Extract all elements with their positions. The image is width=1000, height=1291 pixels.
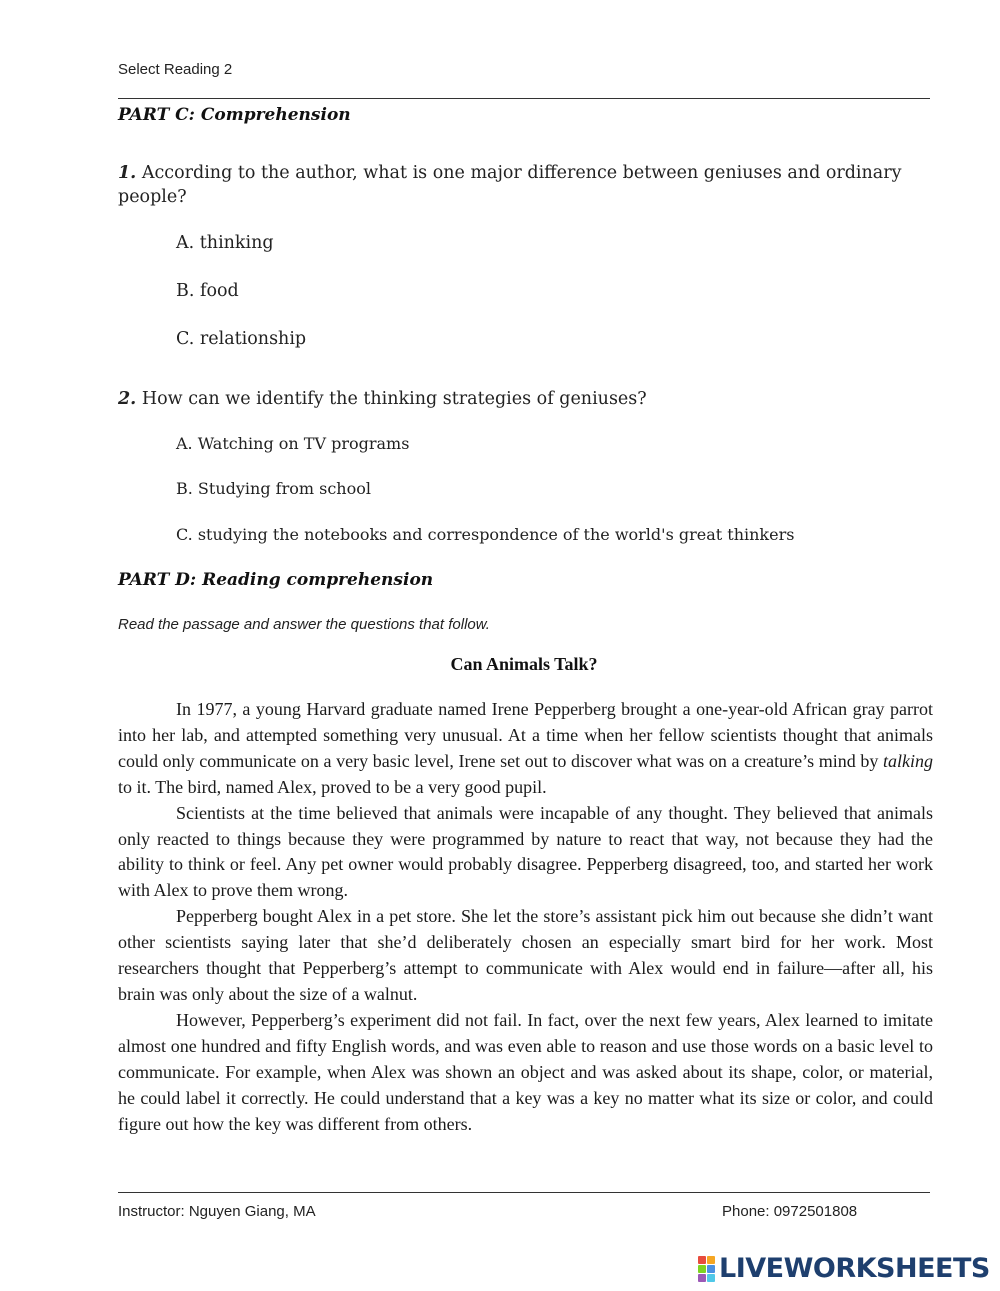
question-2-option-b[interactable]: B. Studying from school (176, 479, 371, 498)
paragraph-4: However, Pepperberg’s experiment did not fail. In fact, over the next few years, Alex learned to imitate almost one hundred and fifty English words, and was even able to reason and use those words on a basic level to communicate. For example, when Alex was shown an object and was asked about its shape, color, or material, he could label it correctly. He could understand that a key was a key no matter what its size or color, and could figure out how the key was different from others. (118, 1009, 933, 1134)
footer-divider (118, 1192, 930, 1193)
question-1-option-c[interactable]: C. relationship (176, 329, 307, 349)
paragraph-1 (118, 697, 933, 801)
logo-square (698, 1265, 706, 1273)
liveworksheets-logo[interactable] (698, 1254, 990, 1284)
question-text: According to the author, what is one major difference between geniuses and ordinary people? (118, 163, 902, 207)
question-number: 2. (118, 389, 137, 409)
question-2 (118, 387, 918, 411)
question-1 (118, 161, 918, 209)
instructor-info: Instructor: Nguyen Giang, MA (118, 1203, 316, 1220)
part-c-title: PART C: Comprehension (118, 105, 351, 125)
instruction-text: Read the passage and answer the questions that follow. (118, 616, 490, 633)
page-header: Select Reading 2 (118, 61, 233, 78)
question-2-option-a[interactable]: A. Watching on TV programs (176, 434, 410, 453)
question-number: 1. (118, 163, 137, 183)
logo-square (707, 1274, 715, 1282)
question-text: How can we identify the thinking strategies of geniuses? (141, 389, 647, 409)
logo-square (698, 1274, 706, 1282)
logo-square (707, 1256, 715, 1264)
part-d-title: PART D: Reading comprehension (118, 570, 434, 590)
logo-text: LIVEWORKSHEETS (719, 1253, 990, 1284)
question-1-option-b[interactable]: B. food (176, 281, 239, 301)
reading-passage (118, 697, 933, 1137)
passage-title: Can Animals Talk? (450, 654, 598, 674)
emphasis-talking: talking (883, 750, 933, 771)
phone-info: Phone: 0972501808 (722, 1203, 858, 1220)
question-1-option-a[interactable]: A. thinking (176, 233, 274, 253)
paragraph-1-text: In 1977, a young Harvard graduate named Irene Pepperberg brought a one-year-old African gray parrot into her lab, and attempted something very unusual. At a time when her fellow scientists thought that animals could only communicate on a very basic level, Irene set out to discover what was on a creature’s mind by (118, 699, 933, 771)
paragraph-3: Pepperberg bought Alex in a pet store. She let the store’s assistant pick him out because she didn’t want other scientists saying later that she’d deliberately chosen an especially smart bird for her work. Most researchers thought that Pepperberg’s attempt to communicate with Alex would end in failure—after all, his brain was only about the size of a walnut. (118, 906, 933, 1004)
logo-square (698, 1256, 706, 1264)
paragraph-1-text-end: to it. The bird, named Alex, proved to be a very good pupil. (118, 776, 547, 797)
header-divider (118, 98, 930, 99)
paragraph-2: Scientists at the time believed that animals were incapable of any thought. They believed that animals only reacted to things because they were programmed by nature to react that way, not because they had the ability to think or feel. Any pet owner would probably disagree. Pepperberg disagreed, too, and started her work with Alex to prove them wrong. (118, 802, 933, 901)
logo-icon (698, 1256, 715, 1282)
question-2-option-c[interactable]: C. studying the notebooks and correspondence of the world's great thinkers (176, 525, 795, 544)
logo-square (707, 1265, 715, 1273)
